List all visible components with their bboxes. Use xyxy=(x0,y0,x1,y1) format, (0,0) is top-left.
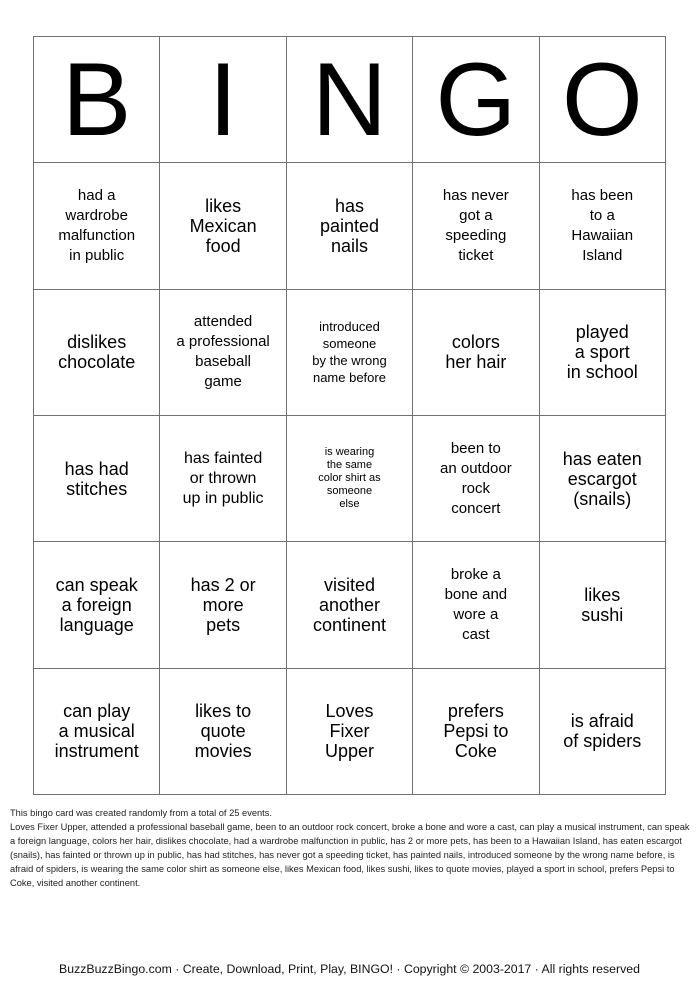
square-text xyxy=(293,446,406,511)
square-text-line: malfunction xyxy=(58,226,136,244)
square-text-line: rock xyxy=(461,479,491,497)
square-text-line: broke a xyxy=(450,565,501,583)
bingo-square xyxy=(34,415,160,541)
square-text-line: continent xyxy=(312,614,386,635)
square-text-line: cast xyxy=(462,625,490,643)
card-summary: This bingo card was created randomly from a total of 25 events. xyxy=(10,808,272,818)
square-text-line: played xyxy=(575,322,629,343)
square-text-line: bone and xyxy=(444,585,508,603)
header-cell-g xyxy=(413,37,539,163)
bingo-square xyxy=(413,668,539,794)
square-text-line: ticket xyxy=(458,246,494,264)
bingo-square xyxy=(160,668,286,794)
bingo-square xyxy=(160,163,286,289)
bingo-square xyxy=(34,542,160,668)
square-text-line: her hair xyxy=(445,352,507,373)
square-text xyxy=(293,196,406,256)
bingo-square xyxy=(286,668,412,794)
header-letter: I xyxy=(208,41,238,158)
square-text-line: Coke xyxy=(454,741,497,762)
bingo-square xyxy=(413,163,539,289)
square-text-line: (snails) xyxy=(573,488,632,509)
square-text xyxy=(166,312,279,392)
square-text-line: someone xyxy=(322,336,377,352)
square-text xyxy=(40,701,153,761)
card-row xyxy=(34,415,666,541)
square-text-line: by the wrong xyxy=(312,353,387,369)
header-letter: O xyxy=(561,41,643,158)
square-text-line: introduced xyxy=(319,319,380,335)
bingo-square xyxy=(413,542,539,668)
square-text xyxy=(419,186,532,266)
square-text-line: Loves xyxy=(325,701,374,722)
square-text-line: or thrown xyxy=(189,469,257,487)
bingo-square xyxy=(160,289,286,415)
bingo-square xyxy=(539,289,665,415)
header-cell-n xyxy=(286,37,412,163)
square-text-line: up in public xyxy=(182,489,264,507)
square-text-line: chocolate xyxy=(58,352,136,373)
square-text-line: prefers xyxy=(447,701,504,722)
square-text-line: colors xyxy=(451,332,500,353)
bingo-square xyxy=(286,289,412,415)
bingo-square xyxy=(286,542,412,668)
square-text-line: can play xyxy=(63,701,131,722)
square-text-line: escargot xyxy=(567,468,637,489)
square-text-line: speeding xyxy=(445,226,507,244)
square-text-line: quote xyxy=(200,721,246,742)
card-row xyxy=(34,163,666,289)
square-text-line: wore a xyxy=(453,605,499,623)
square-text xyxy=(166,449,279,509)
bingo-square xyxy=(539,163,665,289)
square-text xyxy=(419,565,532,645)
square-text-line: a professional xyxy=(176,333,270,351)
square-text-line: instrument xyxy=(54,741,139,762)
square-text xyxy=(419,701,532,761)
square-text-line: movies xyxy=(194,741,252,762)
square-text xyxy=(40,332,153,372)
square-text-line: has been xyxy=(571,186,634,204)
header-row xyxy=(34,37,666,163)
square-text-line: been to xyxy=(450,439,501,457)
square-text xyxy=(166,701,279,761)
bingo-square xyxy=(286,415,412,541)
square-text-line: sushi xyxy=(581,604,624,625)
header-letter: B xyxy=(62,41,132,158)
square-text-line: food xyxy=(205,235,241,256)
square-text-line: likes xyxy=(205,195,242,216)
square-text xyxy=(293,575,406,635)
square-text-line: has never xyxy=(442,186,509,204)
bingo-square xyxy=(286,163,412,289)
square-text xyxy=(546,322,659,382)
square-text-line: has xyxy=(334,195,364,216)
bingo-square xyxy=(160,415,286,541)
square-text xyxy=(40,186,153,266)
square-text-line: Fixer xyxy=(329,721,370,742)
square-text-line: language xyxy=(59,614,134,635)
square-text-line: nails xyxy=(330,235,368,256)
square-text-line: someone xyxy=(326,485,373,498)
square-text-line: color shirt as xyxy=(318,472,381,485)
bingo-square xyxy=(539,542,665,668)
header-cell-i xyxy=(160,37,286,163)
square-text-line: concert xyxy=(451,499,501,517)
site-footer: BuzzBuzzBingo.com · Create, Download, Print, Play, BINGO! · Copyright © 2003-2017 · All rights reserved xyxy=(59,962,640,976)
event-list: Loves Fixer Upper, attended a professional baseball game, been to an outdoor rock concert, broke a bone and wore a cast, can play a musical instrument, can speak a foreign language, colors her hair, dislikes chocolate, had a wardrobe malfunction in public, has 2 or more pets, has been to a Hawaiian Island, has eaten escargot (snails), has fainted or thrown up in public, has had stitches, has never got a speeding ticket, has painted nails, introduced someone by the wrong name before, is afraid of spiders, is wearing the same color shirt as someone else, likes Mexican food, likes sushi, likes to quote movies, played a sport in school, prefers Pepsi to Coke, visited another continent. xyxy=(10,822,690,888)
bingo-square xyxy=(413,415,539,541)
card-row xyxy=(34,668,666,794)
square-text xyxy=(546,449,659,509)
square-text xyxy=(40,459,153,499)
bingo-square xyxy=(539,415,665,541)
square-text xyxy=(40,575,153,635)
bingo-square xyxy=(34,163,160,289)
square-text xyxy=(419,332,532,372)
square-text-line: can speak xyxy=(55,574,138,595)
card-row xyxy=(34,542,666,668)
card-info xyxy=(10,806,692,890)
square-text xyxy=(546,711,659,751)
square-text-line: a sport xyxy=(574,342,630,363)
square-text-line: Island xyxy=(582,246,623,264)
bingo-square xyxy=(413,289,539,415)
bingo-square xyxy=(160,542,286,668)
header-letter: N xyxy=(311,41,388,158)
square-text xyxy=(166,575,279,635)
square-text-line: more xyxy=(202,594,244,615)
square-text-line: another xyxy=(318,594,380,615)
square-text-line: pets xyxy=(206,614,241,635)
square-text-line: the same xyxy=(326,459,373,472)
square-text-line: stitches xyxy=(66,478,128,499)
square-text-line: of spiders xyxy=(563,731,642,752)
square-text-line: baseball xyxy=(195,353,252,371)
square-text xyxy=(293,701,406,761)
header-cell-o xyxy=(539,37,665,163)
square-text xyxy=(166,196,279,256)
square-text-line: painted xyxy=(319,215,379,236)
square-text-line: Hawaiian xyxy=(571,226,634,244)
square-text-line: a musical xyxy=(58,721,135,742)
square-text-line: has had xyxy=(64,458,129,479)
square-text xyxy=(419,439,532,519)
square-text-line: an outdoor xyxy=(440,459,512,477)
bingo-square xyxy=(34,668,160,794)
square-text-line: dislikes xyxy=(67,332,127,353)
square-text-line: name before xyxy=(312,370,386,386)
square-text-line: visited xyxy=(323,574,375,595)
square-text-line: had a xyxy=(77,186,116,204)
bingo-card xyxy=(33,36,666,795)
square-text-line: wardrobe xyxy=(65,206,128,224)
square-text xyxy=(293,318,406,386)
square-text-line: has fainted xyxy=(183,449,263,467)
square-text xyxy=(546,585,659,625)
square-text-line: in school xyxy=(566,362,638,383)
square-text-line: Mexican xyxy=(189,215,257,236)
square-text-line: else xyxy=(339,498,360,511)
square-text-line: a foreign xyxy=(61,594,132,615)
header-letter: G xyxy=(435,41,517,158)
square-text-line: likes xyxy=(584,584,621,605)
bingo-square xyxy=(34,289,160,415)
square-text-line: attended xyxy=(193,313,253,331)
header-cell-b xyxy=(34,37,160,163)
card-row xyxy=(34,289,666,415)
bingo-square xyxy=(539,668,665,794)
square-text-line: game xyxy=(204,373,242,391)
square-text-line: has 2 or xyxy=(190,574,256,595)
square-text-line: is afraid xyxy=(570,711,634,732)
square-text-line: likes to xyxy=(195,701,252,722)
square-text xyxy=(546,186,659,266)
square-text-line: is wearing xyxy=(324,446,375,459)
square-text-line: to a xyxy=(589,206,615,224)
square-text-line: Pepsi to xyxy=(443,721,509,742)
square-text-line: Upper xyxy=(324,741,374,762)
square-text-line: has eaten xyxy=(562,448,642,469)
square-text-line: in public xyxy=(69,246,125,264)
square-text-line: got a xyxy=(459,206,493,224)
